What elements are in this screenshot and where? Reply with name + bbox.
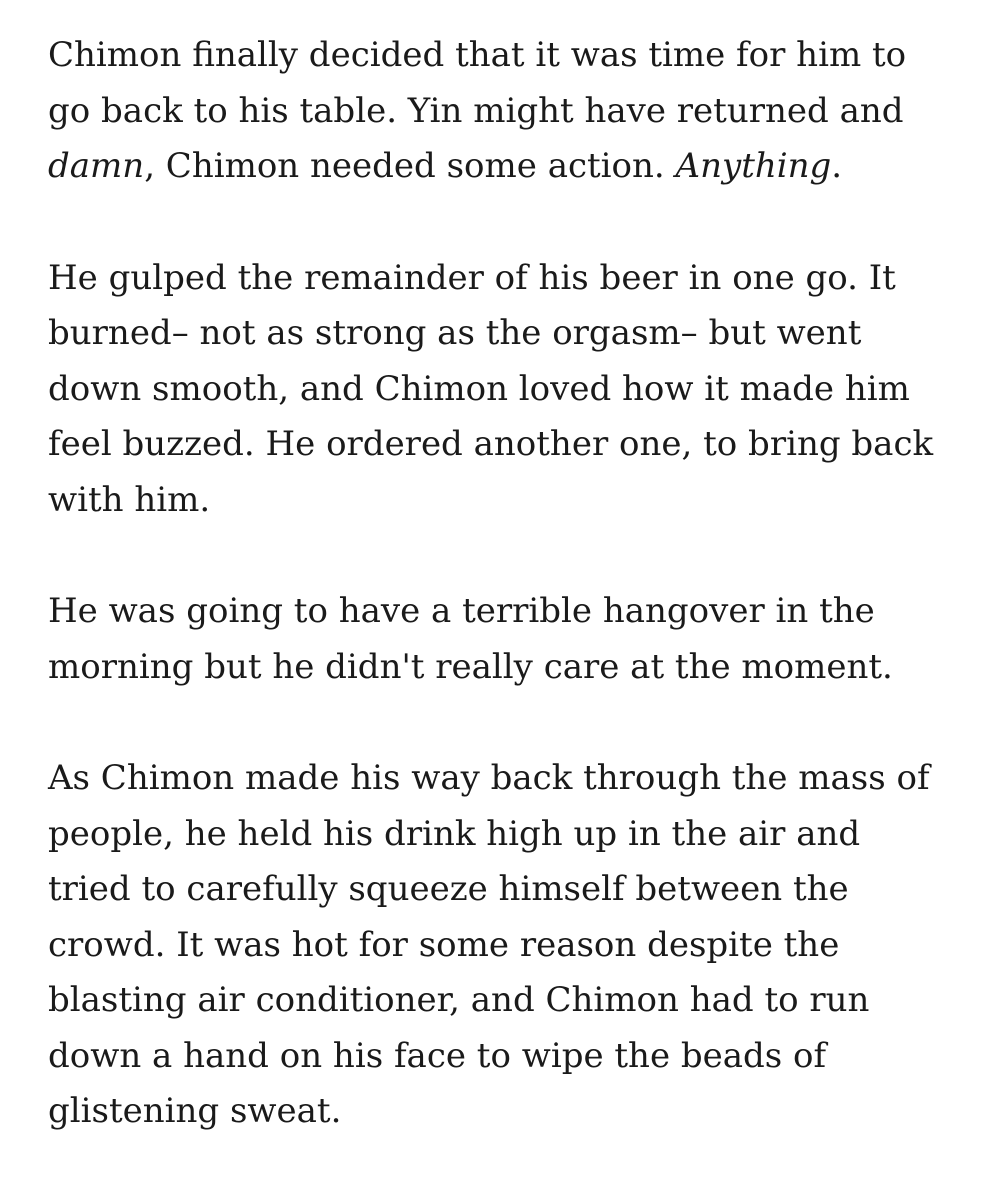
paragraph-4	[48, 751, 968, 1140]
text-fragment: .	[831, 146, 843, 186]
text-line	[48, 139, 968, 195]
text-line: down a hand on his face to wipe the beads of	[48, 1035, 827, 1076]
italic-word-anything: Anything	[675, 146, 832, 186]
text-line: blasting air conditioner, and Chimon had to run	[48, 980, 870, 1020]
text-line: He was going to have a terrible hangover in the	[48, 591, 875, 631]
text-line: burned– not as strong as the orgasm– but went	[48, 313, 862, 353]
text-line: Chimon finally decided that it was time for him to	[48, 35, 907, 75]
text-line: As Chimon made his way back through the mass of	[48, 758, 930, 798]
text-line: morning but he didn't really care at the moment.	[48, 646, 893, 687]
paragraph-2	[48, 251, 968, 529]
text-line: glistening sweat.	[48, 1091, 342, 1131]
text-line: with him.	[48, 479, 211, 520]
story-text	[48, 28, 968, 1140]
text-line: go back to his table. Yin might have returned and	[48, 90, 904, 131]
text-line: feel buzzed. He ordered another one, to bring back	[48, 424, 934, 464]
paragraph-3	[48, 584, 968, 695]
italic-word-damn: damn	[48, 146, 145, 186]
text-line: tried to carefully squeeze himself between the	[48, 869, 849, 909]
paragraph-1	[48, 28, 968, 195]
text-line: crowd. It was hot for some reason despite the	[48, 924, 840, 965]
text-line: people, he held his drink high up in the air and	[48, 813, 861, 854]
text-line: down smooth, and Chimon loved how it made him	[48, 368, 910, 409]
text-fragment: , Chimon needed some action.	[144, 146, 676, 186]
text-line: He gulped the remainder of his beer in one go. It	[48, 257, 896, 298]
